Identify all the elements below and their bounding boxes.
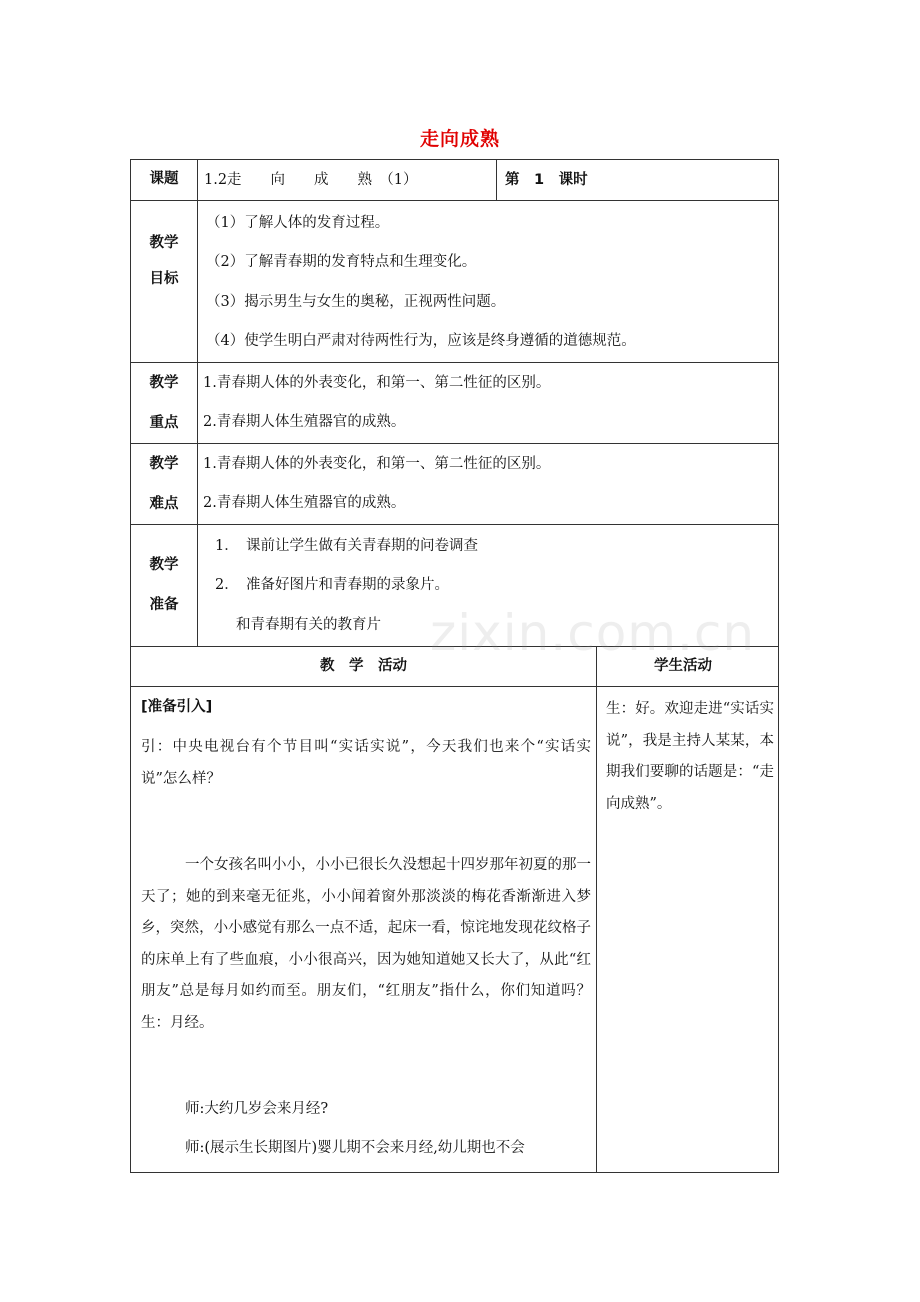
story-paragraph [141, 850, 591, 1039]
section-title: [准备引入] [141, 699, 213, 715]
objective-item: （2）了解青春期的发育特点和生理变化。 [206, 254, 477, 270]
question-text: 师:(展示生长期图片)婴儿期不会来月经,幼儿期也不会 [185, 1140, 525, 1156]
student-activity-text: 生：好。欢迎走进“实话实说”，我是主持人某某，本期我们要聊的话题是：“走向成熟”。 [606, 701, 774, 812]
period-label: 第 1 课时 [505, 172, 588, 188]
key-point-item: 2.青春期人体生殖器官的成熟。 [203, 414, 406, 430]
difficulties-label-2: 难点 [149, 496, 179, 512]
question-paragraph [141, 1133, 591, 1165]
preparation-item: 和青春期有关的教育片 [236, 617, 381, 633]
teacher-activity-header: 教 学 活动 [320, 658, 407, 674]
difficulty-item: 2.青春期人体生殖器官的成熟。 [203, 495, 406, 511]
intro-paragraph: 引：中央电视台有个节目叫“实话实说”，今天我们也来个“实话实说”怎么样？ [141, 739, 591, 787]
key-points-label-2: 重点 [149, 415, 179, 431]
topic-value: 1.2走 向 成 熟 （1） [204, 172, 418, 188]
objective-item: （3）揭示男生与女生的奥秘，正视两性问题。 [206, 294, 506, 310]
difficulty-item: 1.青春期人体的外表变化，和第一、第二性征的区别。 [203, 456, 551, 472]
objectives-label-2: 目标 [149, 271, 179, 287]
preparation-label-1: 教学 [149, 557, 179, 573]
question-paragraph [141, 1094, 591, 1126]
story-text: 一个女孩名叫小小，小小已很长久没想起十四岁那年初夏的那一天了；她的到来毫无征兆，小小闻着窗外那淡淡的梅花香渐渐进入梦乡，突然，小小感觉有那么一点不适，起床一看，惊诧地发现花纹格子的床单上有了些血痕，小小很高兴，因为她知道她又长大了，从此“红朋友”总是每月如约而至。朋友们，“红朋友”指什么，你们知道吗？生：月经。 [141, 857, 591, 1031]
preparation-item: 1． 课前让学生做有关青春期的问卷调查 [215, 538, 478, 554]
key-point-item: 1.青春期人体的外表变化，和第一、第二性征的区别。 [203, 375, 551, 391]
objective-item: （1）了解人体的发育过程。 [206, 215, 390, 231]
preparation-label-2: 准备 [149, 597, 179, 613]
key-points-label-1: 教学 [149, 375, 179, 391]
watermark: zixin.com.cn [430, 604, 756, 662]
topic-label: 课题 [149, 171, 179, 187]
student-activity-header: 学生活动 [654, 658, 712, 674]
page-title: 走向成熟 [419, 128, 500, 150]
objectives-label-1: 教学 [149, 235, 179, 251]
question-text: 师:大约几岁会来月经? [185, 1101, 329, 1117]
objective-item: （4）使学生明白严肃对待两性行为，应该是终身遵循的道德规范。 [206, 333, 636, 349]
preparation-item: 2． 准备好图片和青春期的录象片。 [215, 577, 449, 593]
difficulties-label-1: 教学 [149, 456, 179, 472]
